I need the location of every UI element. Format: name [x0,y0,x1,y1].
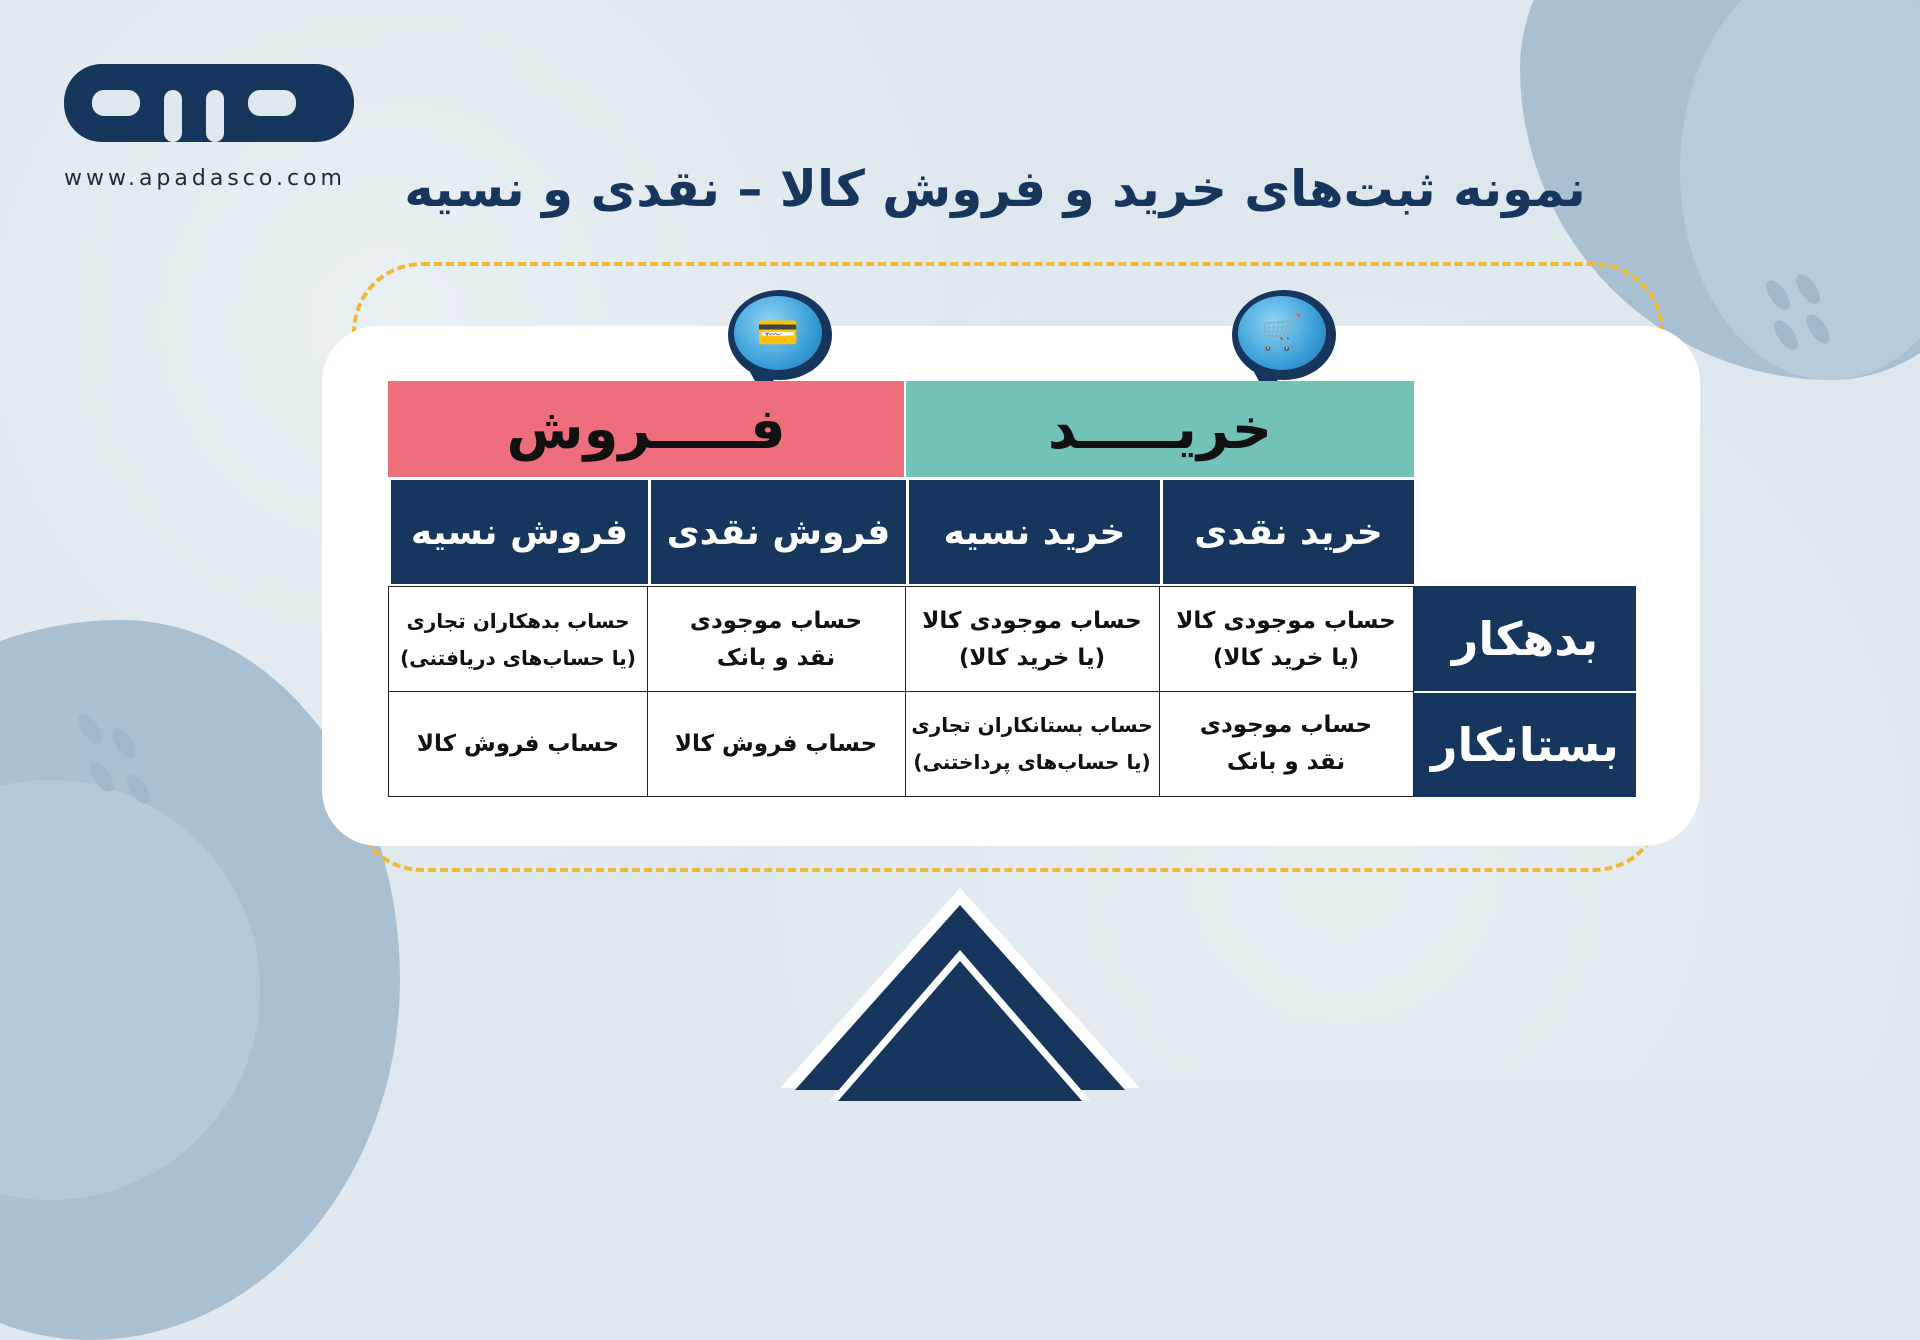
column-credit-purchase: خرید نسیه [906,480,1160,584]
cell-line: (یا خرید کالا) [1212,644,1360,671]
cell-line: نقد و بانک [716,644,836,671]
cell-line: حساب بدهکاران تجاری [406,608,630,633]
cell-line: حساب فروش کالا [674,730,878,757]
cell-line: حساب فروش کالا [416,730,620,757]
cell-debit-credit-sale [388,586,648,693]
decor-triangle-inner [838,961,1082,1101]
cell-line: نقد و بانک [1226,749,1346,775]
row-credit: بستانکار [1414,693,1636,797]
cell-credit-cash-purchase [1158,691,1414,797]
cell-debit-cash-sale [646,586,906,693]
brand-logo [64,64,354,191]
cell-debit-credit-purchase [904,586,1160,693]
cell-line: (یا خرید کالا) [958,644,1106,671]
header-buy: خریـــــد [906,381,1414,477]
cell-line: حساب موجودی [1199,712,1373,738]
logo-mark [64,64,354,142]
cell-credit-credit-sale [388,691,648,797]
card-payment-icon: 💳 [728,290,832,380]
cell-credit-credit-purchase [904,691,1160,797]
cell-line: حساب موجودی کالا [1176,607,1396,634]
cell-line: حساب موجودی کالا [922,607,1142,634]
cell-line: حساب موجودی [689,607,863,634]
cell-line: (یا حساب‌های پرداختنی) [913,750,1151,774]
cell-line: حساب بستانکاران تجاری [911,713,1153,737]
cell-credit-cash-sale [646,691,906,797]
row-debit: بدهکار [1414,586,1636,691]
shopping-cart-icon: 🛒 [1232,290,1336,380]
column-credit-sale: فروش نسیه [388,480,648,584]
cell-debit-cash-purchase [1158,586,1414,693]
page-title: نمونه ثبت‌های خرید و فروش کالا – نقدی و نسیه [404,160,1586,218]
column-cash-sale: فروش نقدی [648,480,906,584]
cell-line: (یا حساب‌های دریافتنی) [400,645,636,670]
column-cash-purchase: خرید نقدی [1160,480,1414,584]
brand-website[interactable]: www.apadasco.com [64,166,346,191]
header-sell: فـــــروش [388,381,904,477]
